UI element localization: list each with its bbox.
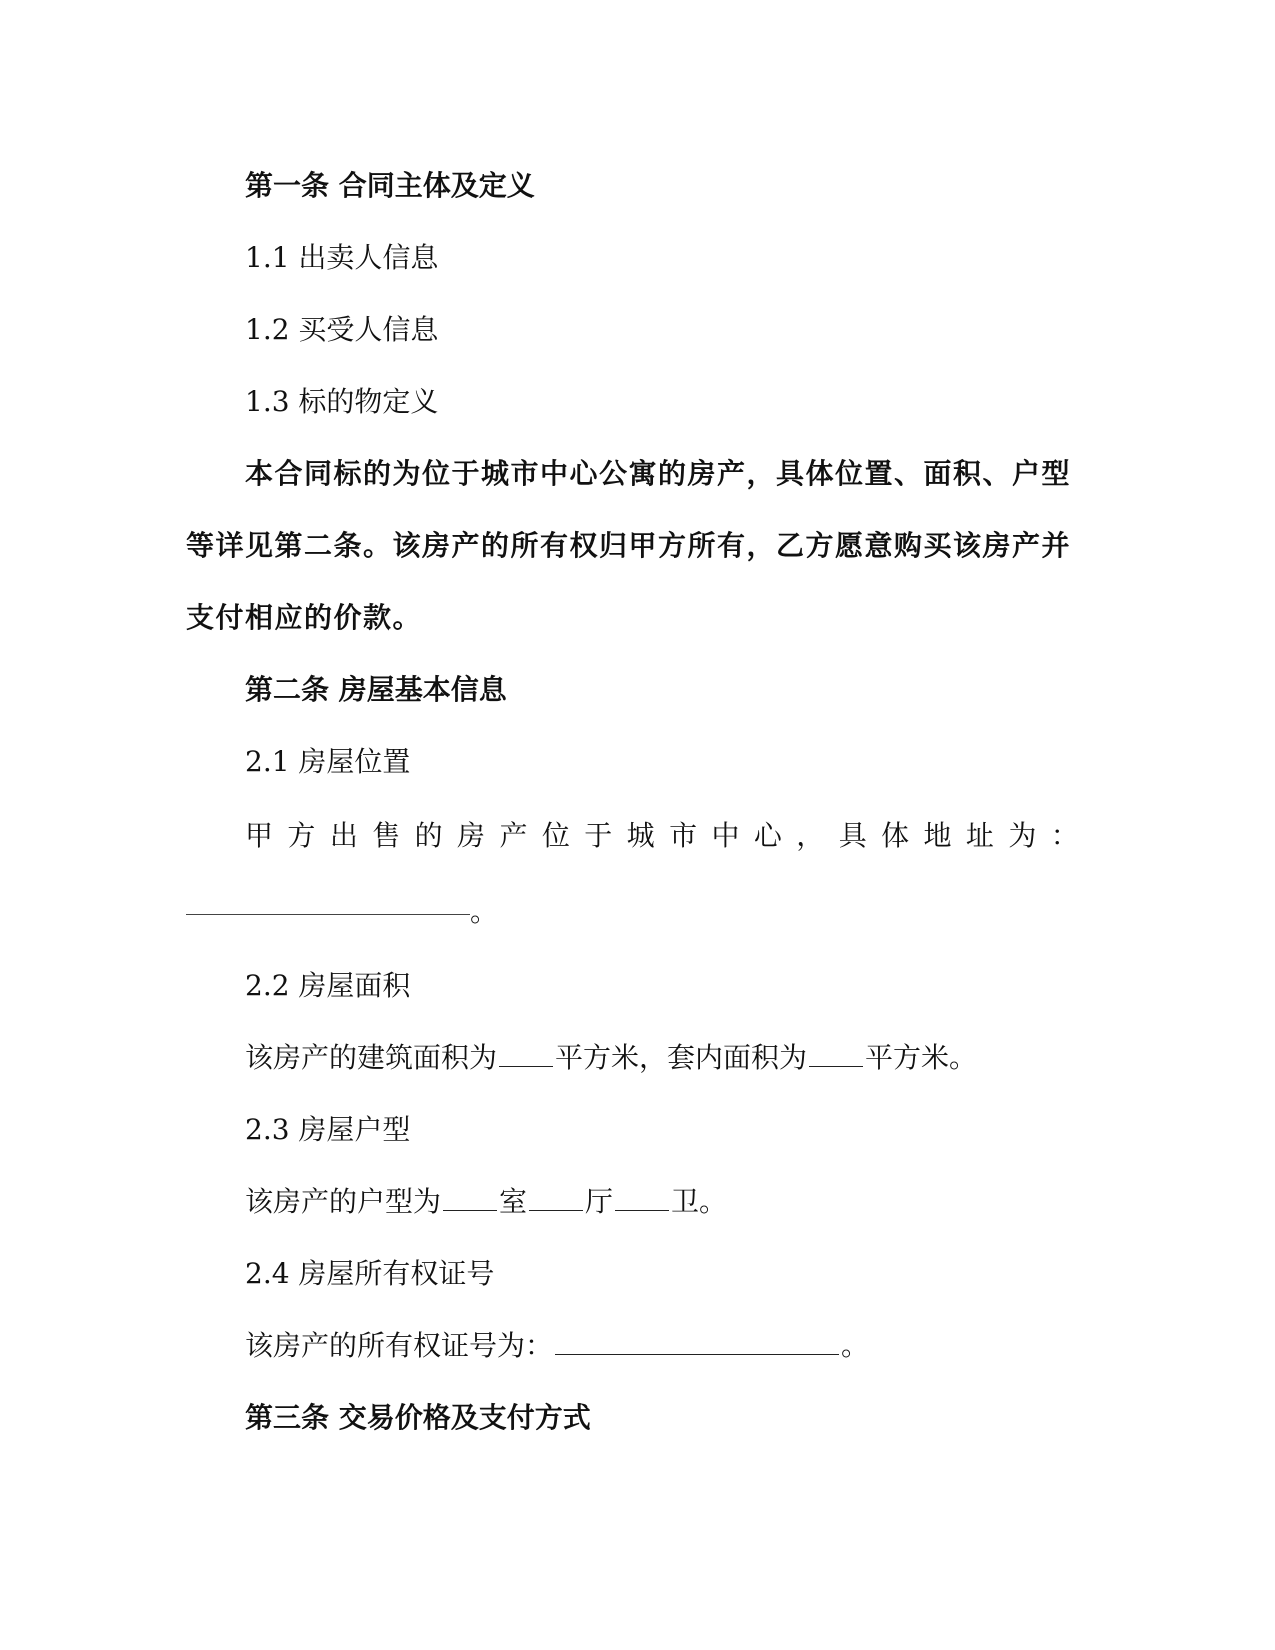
section-2-1: 2.1 房屋位置 (245, 745, 411, 778)
area-sentence (245, 1038, 977, 1078)
article-1-title: 第一条 合同主体及定义 (245, 169, 535, 202)
location-char: 城 (626, 819, 655, 852)
location-char: 于 (584, 819, 613, 852)
layout-sentence (245, 1182, 727, 1222)
definition-paragraph-line-1: 本合同标的为位于城市中心公寓的房产，具体位置、面积、户型 (245, 457, 1072, 490)
location-char: 中 (711, 819, 740, 852)
article-2-title: 第二条 房屋基本信息 (245, 673, 507, 706)
location-char: 产 (499, 819, 528, 852)
location-char: 具 (838, 819, 867, 852)
area-suffix: 平方米。 (865, 1041, 978, 1074)
section-2-2: 2.2 房屋面积 (245, 969, 411, 1002)
area-mid: 平方米，套内面积为 (555, 1041, 808, 1074)
bath-label: 卫。 (671, 1185, 728, 1218)
location-char: 址 (965, 819, 994, 852)
location-char: 出 (329, 819, 358, 852)
section-1-1: 1.1 出卖人信息 (245, 241, 439, 274)
hall-count-blank (529, 1184, 583, 1211)
location-char: 为 (1008, 819, 1037, 852)
location-char: 体 (881, 819, 910, 852)
definition-paragraph-line-3: 支付相应的价款。 (186, 601, 423, 634)
certificate-sentence (245, 1326, 869, 1366)
location-char: 心 (753, 819, 782, 852)
location-char: 市 (669, 819, 698, 852)
inner-area-blank (809, 1040, 863, 1067)
room-count-blank (443, 1184, 497, 1211)
location-char: ， (796, 819, 825, 852)
location-char: ： (1050, 819, 1079, 852)
address-blank (186, 914, 470, 915)
area-prefix: 该房产的建筑面积为 (245, 1041, 498, 1074)
location-char: 位 (541, 819, 570, 852)
certificate-suffix: 。 (841, 1329, 870, 1362)
section-1-2: 1.2 买受人信息 (245, 313, 439, 346)
certificate-prefix: 该房产的所有权证号为： (245, 1329, 554, 1362)
article-3-title: 第三条 交易价格及支付方式 (245, 1401, 591, 1434)
build-area-blank (499, 1040, 553, 1067)
location-char: 甲 (245, 819, 274, 852)
location-char: 地 (923, 819, 952, 852)
location-char: 售 (372, 819, 401, 852)
section-2-4: 2.4 房屋所有权证号 (245, 1257, 495, 1290)
room-label: 室 (499, 1185, 528, 1218)
certificate-number-blank (555, 1328, 839, 1355)
location-sentence (245, 816, 1079, 856)
hall-label: 厅 (585, 1185, 614, 1218)
section-1-3: 1.3 标的物定义 (245, 385, 439, 418)
layout-prefix: 该房产的户型为 (245, 1185, 442, 1218)
bath-count-blank (615, 1184, 669, 1211)
definition-paragraph-line-2: 等详见第二条。该房产的所有权归甲方所有，乙方愿意购买该房产并 (186, 529, 1072, 562)
section-2-3: 2.3 房屋户型 (245, 1113, 411, 1146)
location-char: 的 (414, 819, 443, 852)
location-char: 房 (457, 819, 486, 852)
location-char: 方 (287, 819, 316, 852)
address-end-punct: 。 (470, 895, 499, 928)
